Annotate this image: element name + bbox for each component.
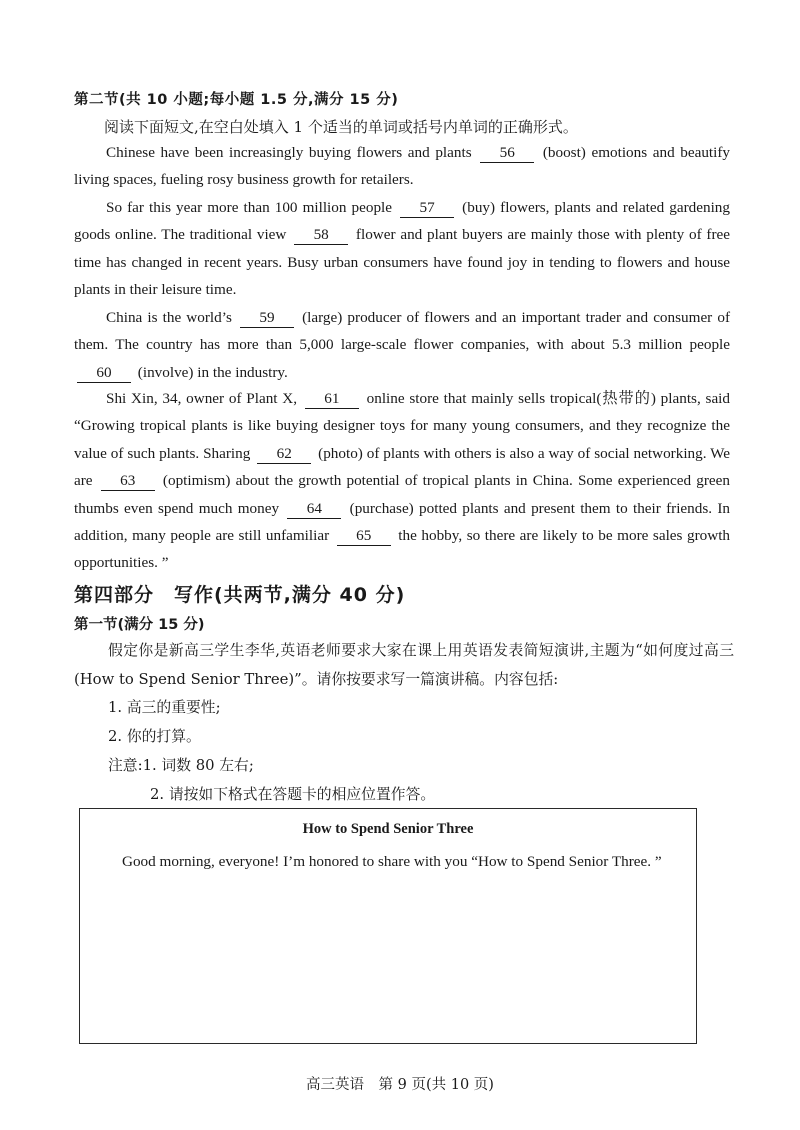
- blank-62: 62: [257, 445, 311, 464]
- blank-63: 63: [101, 472, 155, 491]
- blank-56: 56: [480, 144, 534, 163]
- passage-paragraph-1: Chinese have been increasingly buying flowers and plants 56 (boost) emotions and beautify living spaces, fueling rosy business growth for retailers.: [74, 144, 731, 189]
- blank-57: 57: [400, 199, 454, 218]
- task-note-1: 注意:1. 词数 80 左右;: [108, 757, 254, 774]
- passage-paragraph-4: Shi Xin, 34, owner of Plant X, 61 online store that mainly sells tropical(热带的) plants, said “Growing tropical plants is like buying designer toys for many young consumers, and they recognize the value of such plants. Sharing 62 (photo) of plants with others is also a way of social networking. We are 63 (optimism) about the growth potential of tropical plants in China. Some experienced green thumbs even spend much money 64 (purchase) potted plants and present them to their friends. In addition, many people are still unfamiliar 65 the hobby, so there are likely to be more sales growth opportunities. ”: [74, 390, 731, 572]
- subsection-heading: 第一节(满分 15 分): [74, 617, 205, 633]
- task-item-1: 1. 高三的重要性;: [108, 699, 221, 716]
- blank-60: 60: [77, 364, 131, 383]
- blank-59: 59: [240, 309, 294, 328]
- page-footer: 高三英语 第 9 页(共 10 页): [306, 1077, 494, 1093]
- part-heading: 第四部分 写作(共两节,满分 40 分): [74, 584, 406, 606]
- passage-paragraph-3: China is the world’s 59 (large) producer of flowers and an important trader and consumer of them. The country has more than 5,000 large-scale flower companies, with about 5.3 million people 60 (involve) in the industry.: [74, 309, 731, 381]
- writing-task: 假定你是新高三学生李华,英语老师要求大家在课上用英语发表简短演讲,主题为“如何度过高三(How to Spend Senior Three)”。请你按要求写一篇演讲稿。内容包括:: [74, 642, 734, 688]
- section-heading: 第二节(共 10 小题;每小题 1.5 分,满分 15 分): [74, 92, 399, 108]
- task-item-2: 2. 你的打算。: [108, 728, 201, 745]
- blank-65: 65: [337, 527, 391, 546]
- blank-58: 58: [294, 226, 348, 245]
- box-title: How to Spend Senior Three: [302, 821, 474, 837]
- blank-61: 61: [305, 390, 359, 409]
- section-instruction: 阅读下面短文,在空白处填入 1 个适当的单词或括号内单词的正确形式。: [104, 118, 578, 136]
- answer-box: [79, 808, 697, 1044]
- task-note-2: 2. 请按如下格式在答题卡的相应位置作答。: [150, 786, 436, 803]
- box-opening-text: Good morning, everyone! I’m honored to share with you “How to Spend Senior Three. ”: [122, 853, 662, 870]
- blank-64: 64: [287, 500, 341, 519]
- passage-paragraph-2: So far this year more than 100 million people 57 (buy) flowers, plants and related gardening goods online. The traditional view 58 flower and plant buyers are mainly those with plenty of free time has changed in recent years. Busy urban consumers have found joy in tending to flowers and house plants in their leisure time.: [74, 199, 730, 299]
